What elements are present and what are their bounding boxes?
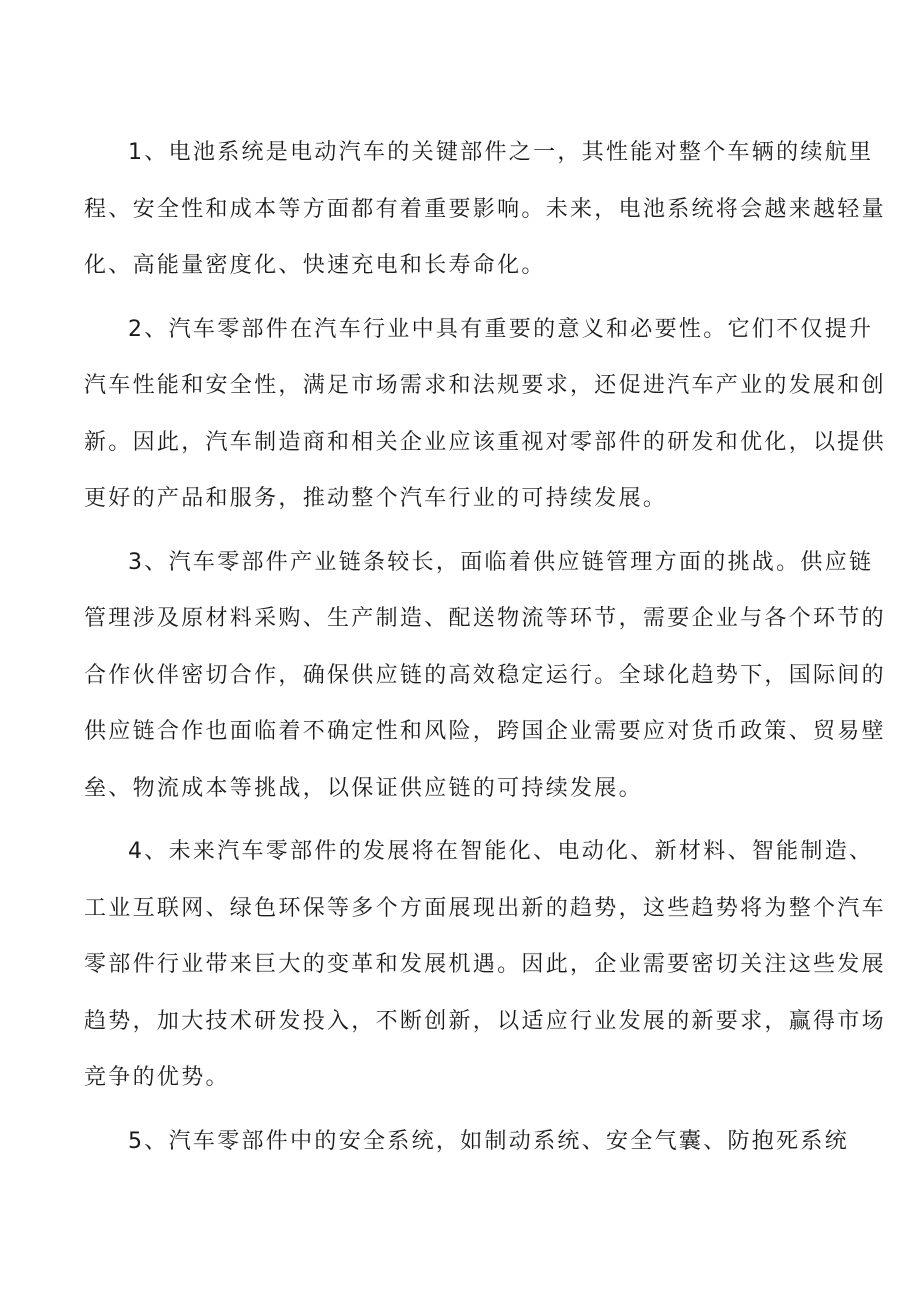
- paragraph-line: 趋势，加大技术研发投入，不断创新，以适应行业发展的新要求，赢得市场: [84, 1008, 886, 1034]
- paragraph-line: 5、汽车零部件中的安全系统，如制动系统、安全气囊、防抱死系统: [128, 1128, 849, 1154]
- paragraph-line: 更好的产品和服务，推动整个汽车行业的可持续发展。: [84, 486, 668, 511]
- paragraph-line: 零部件行业带来巨大的变革和发展机遇。因此，企业需要密切关注这些发展: [84, 952, 886, 977]
- paragraph-line: 合作伙伴密切合作，确保供应链的高效稳定运行。全球化趋势下，国际间的: [84, 662, 886, 688]
- paragraph-line: 管理涉及原材料采购、生产制造、配送物流等环节，需要企业与各个环节的: [84, 606, 886, 631]
- paragraph-line: 1、电池系统是电动汽车的关键部件之一，其性能对整个车辆的续航里: [128, 140, 874, 165]
- paragraph-line: 新。因此，汽车制造商和相关企业应该重视对零部件的研发和优化，以提供: [84, 429, 886, 455]
- paragraph-line: 4、未来汽车零部件的发展将在智能化、电动化、新材料、智能制造、: [128, 839, 874, 864]
- paragraph-5: [84, 1114, 854, 1171]
- paragraph-2: [84, 302, 886, 528]
- paragraph-1: [84, 125, 886, 295]
- paragraph-line: 竞争的优势。: [84, 1065, 230, 1090]
- paragraph-line: 汽车性能和安全性，满足市场需求和法规要求，还促进汽车产业的发展和创: [84, 373, 886, 398]
- paragraph-line: 工业互联网、绿色环保等多个方面展现出新的趋势，这些趋势将为整个汽车: [84, 895, 886, 921]
- document-body: [84, 125, 886, 1170]
- paragraph-line: 垒、物流成本等挑战，以保证供应链的可持续发展。: [84, 775, 643, 801]
- paragraph-line: 3、汽车零部件产业链条较长，面临着供应链管理方面的挑战。供应链: [128, 549, 874, 575]
- paragraph-line: 2、汽车零部件在汽车行业中具有重要的意义和必要性。它们不仅提升: [128, 316, 874, 342]
- paragraph-4: [84, 824, 886, 1107]
- paragraph-line: 程、安全性和成本等方面都有着重要影响。未来，电池系统将会越来越轻量: [84, 196, 886, 222]
- paragraph-3: [84, 535, 886, 818]
- paragraph-line: 化、高能量密度化、快速充电和长寿命化。: [84, 253, 546, 278]
- paragraph-line: 供应链合作也面临着不确定性和风险，跨国企业需要应对货币政策、贸易壁: [84, 719, 886, 744]
